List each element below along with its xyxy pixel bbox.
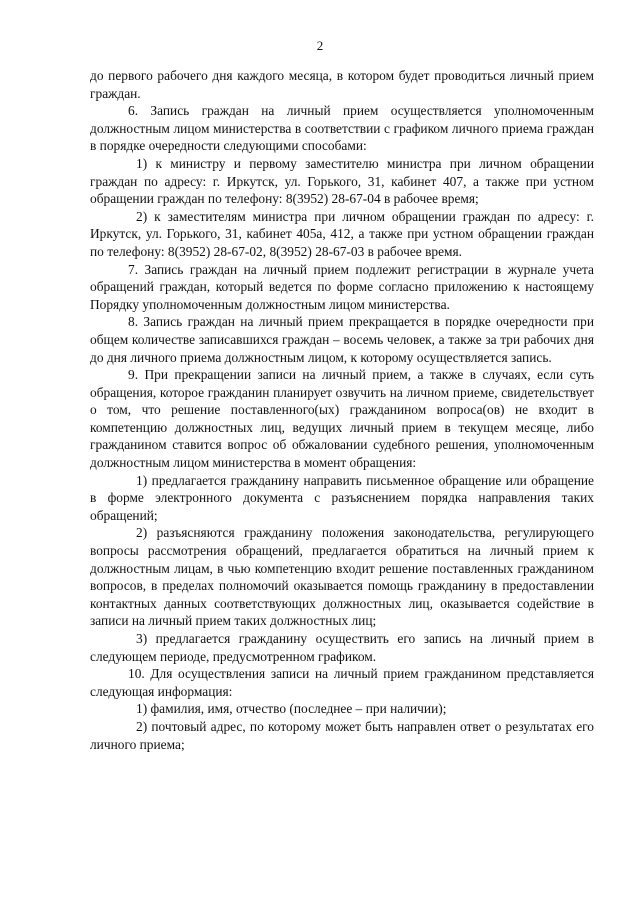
paragraph-clause-9: 9. При прекращении записи на личный прием, а также в случаях, если суть обращения, которое гражданин планирует озвучить на личном приеме, свидетельствует о том, что решение поставленного(ых) гражданином вопроса(ов) не входит в компетенцию должностных лиц, ведущих личный прием в текущем месяце, либо гражданином ставится вопрос об обжаловании судебного решения, уполномоченным должностным лицом министерства в момент обращения:	[90, 367, 594, 471]
paragraph-clause-9-item-2: 2) разъясняются гражданину положения законодательства, регулирующего вопросы рассмотрения обращений, предлагается обратиться на личный прием к должностным лицам, в чью компетенцию входит решение поставленных гражданином вопросов, в пределах полномочий оказывается помощь гражданину в предоставлении контактных данных соответствующих должностных лиц, оказывается содействие в записи на личный прием таких должностных лиц;	[90, 525, 594, 629]
paragraph-clause-6-item-1: 1) к министру и первому заместителю министра при личном обращении граждан по адресу: г. Иркутск, ул. Горького, 31, кабинет 407, а также при устном обращении граждан по телефону: 8(3952) 28-67-04 в рабочее время;	[90, 155, 594, 207]
paragraph-continuation: до первого рабочего дня каждого месяца, в котором будет проводиться личный прием граждан.	[90, 68, 594, 101]
paragraph-clause-7: 7. Запись граждан на личный прием подлежит регистрации в журнале учета обращений граждан, который ведется по форме согласно приложению к настоящему Порядку уполномоченным должностным лицом министерства.	[90, 261, 594, 312]
paragraph-clause-9-item-1: 1) предлагается гражданину направить письменное обращение или обращение в форме электронного документа с разъяснением порядка направления таких обращений;	[90, 472, 594, 523]
paragraph-clause-10-item-1: 1) фамилия, имя, отчество (последнее – при наличии);	[136, 701, 447, 717]
paragraph-clause-9-item-3: 3) предлагается гражданину осуществить его запись на личный прием в следующем периоде, предусмотренном графиком.	[90, 631, 594, 664]
document-body	[90, 67, 594, 753]
paragraph-clause-8: 8. Запись граждан на личный прием прекращается в порядке очередности при общем количестве записавшихся граждан – восемь человек, а также за три рабочих дня до дня личного приема должностным лицом, к которому осуществляется запись.	[90, 314, 594, 365]
paragraph-clause-10-item-2: 2) почтовый адрес, по которому может быть направлен ответ о результатах его личного приема;	[90, 718, 594, 752]
page-number: 2	[316, 38, 324, 53]
paragraph-clause-6: 6. Запись граждан на личный прием осуществляется уполномоченным должностным лицом министерства в соответствии с графиком личного приема граждан в порядке очередности следующими способами:	[90, 103, 594, 154]
paragraph-clause-6-item-2: 2) к заместителям министра при личном обращении граждан по адресу: г. Иркутск, ул. Горького, 31, кабинет 405а, 412, а также при устном обращении граждан по телефону: 8(3952) 28-67-02, 8(3952) 28-67-03 в рабочее время.	[90, 208, 594, 259]
paragraph-clause-10: 10. Для осуществления записи на личный прием гражданином представляется следующая информация:	[90, 666, 594, 699]
